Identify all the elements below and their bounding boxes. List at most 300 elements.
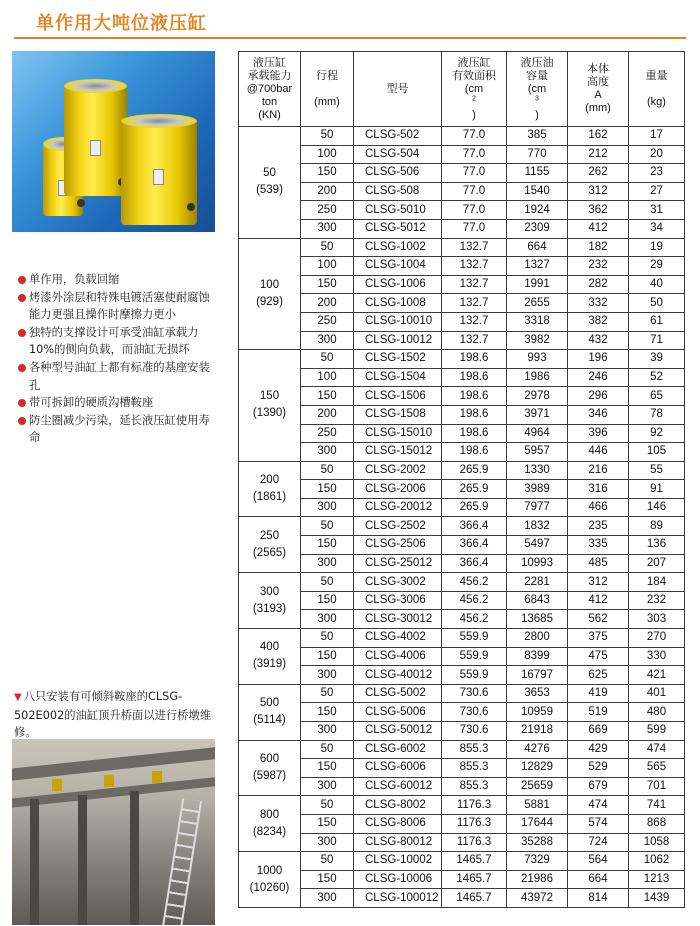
weight-cell: 20 [629,145,685,164]
spec-table-body [239,127,685,908]
stroke-cell: 250 [301,424,354,443]
stroke-cell: 100 [301,257,354,276]
model-cell: CLSG-10006 [354,870,442,889]
capacity-cell [239,629,301,685]
weight-cell: 65 [629,387,685,406]
area-cell: 77.0 [442,145,507,164]
height-cell: 432 [568,331,629,350]
model-cell: CLSG-1008 [354,294,442,313]
table-row [239,145,685,164]
height-cell: 474 [568,796,629,815]
height-cell: 574 [568,814,629,833]
table-row [239,740,685,759]
model-cell: CLSG-5012 [354,219,442,238]
height-cell: 332 [568,294,629,313]
oil-capacity-cell: 1540 [507,182,568,201]
weight-cell: 17 [629,127,685,146]
table-row [239,629,685,648]
feature-item: 带可拆卸的硬质沟槽鞍座 [17,394,217,412]
capacity-ton: 200 [259,474,280,487]
oil-capacity-cell: 13685 [507,610,568,629]
capacity-ton: 400 [259,641,280,654]
area-cell: 366.4 [442,517,507,536]
weight-cell: 50 [629,294,685,313]
model-cell: CLSG-1004 [354,257,442,276]
weight-cell: 1058 [629,833,685,852]
model-cell: CLSG-25012 [354,554,442,573]
height-cell: 312 [568,182,629,201]
stroke-cell: 150 [301,647,354,666]
height-cell: 196 [568,350,629,369]
model-cell: CLSG-5002 [354,684,442,703]
model-cell: CLSG-15012 [354,443,442,462]
oil-capacity-header: 液压油 容量 (cm $^3$ ) [507,52,568,127]
stroke-cell: 300 [301,331,354,350]
capacity-ton: 500 [259,697,280,710]
area-cell: 456.2 [442,573,507,592]
oil-capacity-cell: 5497 [507,536,568,555]
table-row [239,536,685,555]
area-cell: 855.3 [442,759,507,778]
oil-capacity-cell: 385 [507,127,568,146]
weight-cell: 19 [629,238,685,257]
oil-capacity-cell: 25659 [507,777,568,796]
weight-cell: 91 [629,480,685,499]
model-cell: CLSG-8002 [354,796,442,815]
stroke-cell: 150 [301,536,354,555]
area-cell: 265.9 [442,461,507,480]
oil-capacity-cell: 1327 [507,257,568,276]
stroke-header: 行程 (mm) [301,52,354,127]
area-cell: 132.7 [442,294,507,313]
table-row [239,219,685,238]
area-cell: 1176.3 [442,796,507,815]
height-cell: 625 [568,666,629,685]
oil-capacity-cell: 8399 [507,647,568,666]
table-row [239,573,685,592]
height-cell: 232 [568,257,629,276]
area-cell: 132.7 [442,312,507,331]
capacity-cell [239,461,301,517]
stroke-cell: 150 [301,164,354,183]
area-cell: 1465.7 [442,870,507,889]
area-cell: 855.3 [442,740,507,759]
weight-cell: 92 [629,424,685,443]
stroke-cell: 150 [301,275,354,294]
area-cell: 198.6 [442,443,507,462]
area-cell: 77.0 [442,127,507,146]
table-row [239,591,685,610]
stroke-cell: 50 [301,517,354,536]
stroke-cell: 300 [301,889,354,908]
capacity-ton: 300 [259,585,280,598]
capacity-cell [239,796,301,852]
model-cell: CLSG-506 [354,164,442,183]
stroke-cell: 300 [301,777,354,796]
height-cell: 529 [568,759,629,778]
area-cell: 77.0 [442,182,507,201]
height-cell: 182 [568,238,629,257]
oil-capacity-cell: 1986 [507,368,568,387]
table-row [239,294,685,313]
weight-cell: 23 [629,164,685,183]
height-cell: 724 [568,833,629,852]
height-cell: 296 [568,387,629,406]
weight-cell: 39 [629,350,685,369]
oil-capacity-cell: 7329 [507,852,568,871]
area-cell: 559.9 [442,647,507,666]
model-header: 型号 [354,52,442,127]
height-cell: 446 [568,443,629,462]
weight-cell: 207 [629,554,685,573]
area-cell: 198.6 [442,424,507,443]
table-row [239,312,685,331]
oil-capacity-cell: 4276 [507,740,568,759]
table-row [239,833,685,852]
area-cell: 456.2 [442,591,507,610]
capacity-kn: (539) [256,184,283,197]
weight-cell: 78 [629,405,685,424]
weight-cell: 401 [629,684,685,703]
weight-header: 重量 (kg) [629,52,685,127]
weight-cell: 474 [629,740,685,759]
height-cell: 316 [568,480,629,499]
stroke-cell: 200 [301,405,354,424]
area-cell: 1465.7 [442,852,507,871]
stroke-cell: 150 [301,387,354,406]
area-cell: 77.0 [442,164,507,183]
stroke-cell: 200 [301,294,354,313]
model-cell: CLSG-10012 [354,331,442,350]
area-cell: 456.2 [442,610,507,629]
stroke-cell: 100 [301,368,354,387]
height-cell: 814 [568,889,629,908]
area-cell: 77.0 [442,219,507,238]
stroke-cell: 50 [301,796,354,815]
capacity-cell [239,517,301,573]
oil-capacity-cell: 5881 [507,796,568,815]
feature-list [17,271,217,447]
oil-capacity-cell: 1832 [507,517,568,536]
height-cell: 396 [568,424,629,443]
model-cell: CLSG-100012 [354,889,442,908]
weight-cell: 421 [629,666,685,685]
weight-cell: 1213 [629,870,685,889]
oil-capacity-cell: 2281 [507,573,568,592]
capacity-cell [239,573,301,629]
height-cell: 466 [568,498,629,517]
area-cell: 132.7 [442,331,507,350]
table-row [239,759,685,778]
area-cell: 559.9 [442,666,507,685]
oil-capacity-cell: 1924 [507,201,568,220]
model-cell: CLSG-504 [354,145,442,164]
height-cell: 485 [568,554,629,573]
oil-capacity-cell: 2309 [507,219,568,238]
model-cell: CLSG-80012 [354,833,442,852]
area-cell: 198.6 [442,350,507,369]
weight-cell: 303 [629,610,685,629]
area-cell: 730.6 [442,684,507,703]
area-cell: 1465.7 [442,889,507,908]
oil-capacity-cell: 1991 [507,275,568,294]
table-row [239,127,685,146]
table-row [239,554,685,573]
capacity-ton: 250 [259,529,280,542]
model-cell: CLSG-1506 [354,387,442,406]
table-row [239,517,685,536]
table-row [239,870,685,889]
oil-capacity-cell: 770 [507,145,568,164]
model-cell: CLSG-4002 [354,629,442,648]
area-cell: 730.6 [442,722,507,741]
capacity-kn: (2565) [252,546,287,559]
weight-cell: 270 [629,629,685,648]
oil-capacity-cell: 21918 [507,722,568,741]
model-cell: CLSG-60012 [354,777,442,796]
oil-capacity-cell: 664 [507,238,568,257]
model-cell: CLSG-40012 [354,666,442,685]
area-cell: 132.7 [442,238,507,257]
model-cell: CLSG-5006 [354,703,442,722]
oil-capacity-cell: 3989 [507,480,568,499]
table-row [239,164,685,183]
capacity-cell [239,740,301,796]
stroke-cell: 300 [301,219,354,238]
area-cell: 77.0 [442,201,507,220]
stroke-cell: 150 [301,703,354,722]
table-row [239,666,685,685]
stroke-cell: 50 [301,684,354,703]
height-cell: 669 [568,722,629,741]
weight-cell: 232 [629,591,685,610]
weight-cell: 55 [629,461,685,480]
model-cell: CLSG-2002 [354,461,442,480]
weight-cell: 52 [629,368,685,387]
oil-capacity-cell: 1155 [507,164,568,183]
height-cell: 212 [568,145,629,164]
oil-capacity-cell: 10959 [507,703,568,722]
stroke-cell: 50 [301,350,354,369]
model-cell: CLSG-30012 [354,610,442,629]
height-cell: 312 [568,573,629,592]
capacity-header: 液压缸 承载能力 @700bar ton (KN) [239,52,301,127]
weight-cell: 184 [629,573,685,592]
weight-cell: 1439 [629,889,685,908]
model-cell: CLSG-2006 [354,480,442,499]
height-cell: 419 [568,684,629,703]
oil-capacity-cell: 43972 [507,889,568,908]
stroke-cell: 300 [301,833,354,852]
table-row [239,257,685,276]
capacity-ton: 100 [259,278,280,291]
model-cell: CLSG-6006 [354,759,442,778]
capacity-kn: (3193) [252,602,287,615]
capacity-kn: (1861) [252,491,287,504]
height-cell: 235 [568,517,629,536]
area-cell: 1176.3 [442,833,507,852]
oil-capacity-cell: 2655 [507,294,568,313]
model-cell: CLSG-2506 [354,536,442,555]
table-row [239,703,685,722]
height-cell: 346 [568,405,629,424]
model-cell: CLSG-50012 [354,722,442,741]
capacity-cell [239,127,301,239]
stroke-cell: 50 [301,461,354,480]
height-cell: 412 [568,219,629,238]
feature-item: 各种型号油缸上都有标准的基座安装孔 [17,359,217,394]
model-cell: CLSG-1002 [354,238,442,257]
stroke-cell: 150 [301,814,354,833]
height-cell: 246 [568,368,629,387]
table-row [239,443,685,462]
page-title: 单作用大吨位液压缸 [36,13,207,34]
weight-cell: 61 [629,312,685,331]
stroke-cell: 50 [301,573,354,592]
weight-cell: 31 [629,201,685,220]
table-row [239,684,685,703]
weight-cell: 599 [629,722,685,741]
capacity-kn: (10260) [249,881,290,894]
bridge-repair-photo [12,739,215,925]
table-row [239,275,685,294]
oil-capacity-cell: 2978 [507,387,568,406]
height-cell: 564 [568,852,629,871]
spec-table [238,51,685,908]
height-cell: 664 [568,870,629,889]
feature-item: 防尘圈减少污染，延长液压缸使用寿命 [17,412,217,447]
height-cell: 262 [568,164,629,183]
oil-capacity-cell: 5957 [507,443,568,462]
weight-cell: 136 [629,536,685,555]
capacity-kn: (1390) [252,407,287,420]
height-cell: 679 [568,777,629,796]
photo-caption [14,688,224,742]
oil-capacity-cell: 2800 [507,629,568,648]
large-cylinder-image [121,121,197,225]
stroke-cell: 300 [301,554,354,573]
feature-item: 烤漆外涂层和特殊电镀活塞使耐腐蚀能力更强且操作时摩擦力更小 [17,289,217,324]
feature-item: 独特的支撑设计可承受油缸承载力10%的侧向负载，而油缸无损坏 [17,324,217,359]
capacity-cell [239,852,301,908]
area-cell: 265.9 [442,480,507,499]
table-row [239,722,685,741]
model-cell: CLSG-15010 [354,424,442,443]
table-header-row [239,52,685,127]
oil-capacity-cell: 35288 [507,833,568,852]
oil-capacity-cell: 21986 [507,870,568,889]
stroke-cell: 200 [301,182,354,201]
capacity-ton: 1000 [256,864,283,877]
caption-text: 八只安装有可倾斜鞍座的CLSG-502E002的油缸顶升桥面以进行桥墩维修。 [14,690,212,739]
stroke-cell: 300 [301,498,354,517]
height-cell: 162 [568,127,629,146]
table-row [239,424,685,443]
area-cell: 198.6 [442,405,507,424]
model-cell: CLSG-1006 [354,275,442,294]
height-cell: 475 [568,647,629,666]
table-row [239,350,685,369]
model-cell: CLSG-5010 [354,201,442,220]
weight-cell: 868 [629,814,685,833]
area-cell: 132.7 [442,257,507,276]
oil-capacity-cell: 12829 [507,759,568,778]
weight-cell: 71 [629,331,685,350]
capacity-ton: 800 [259,808,280,821]
title-rule [14,37,686,39]
capacity-cell [239,238,301,350]
model-cell: CLSG-3002 [354,573,442,592]
height-cell: 519 [568,703,629,722]
table-row [239,889,685,908]
stroke-cell: 150 [301,759,354,778]
height-cell: 335 [568,536,629,555]
oil-capacity-cell: 16797 [507,666,568,685]
capacity-ton: 150 [259,390,280,403]
table-row [239,777,685,796]
oil-capacity-cell: 7977 [507,498,568,517]
weight-cell: 741 [629,796,685,815]
area-cell: 559.9 [442,629,507,648]
capacity-cell [239,684,301,740]
table-row [239,387,685,406]
weight-cell: 701 [629,777,685,796]
area-cell: 198.6 [442,368,507,387]
weight-cell: 89 [629,517,685,536]
model-cell: CLSG-502 [354,127,442,146]
model-cell: CLSG-3006 [354,591,442,610]
triangle-icon: ▼ [14,692,22,703]
table-row [239,480,685,499]
capacity-kn: (3919) [252,658,287,671]
weight-cell: 565 [629,759,685,778]
table-row [239,368,685,387]
stroke-cell: 50 [301,127,354,146]
capacity-cell [239,350,301,462]
height-cell: 429 [568,740,629,759]
oil-capacity-cell: 10993 [507,554,568,573]
stroke-cell: 300 [301,443,354,462]
stroke-cell: 150 [301,870,354,889]
model-cell: CLSG-1502 [354,350,442,369]
height-cell: 382 [568,312,629,331]
capacity-ton: 600 [259,752,280,765]
model-cell: CLSG-1508 [354,405,442,424]
area-cell: 198.6 [442,387,507,406]
model-cell: CLSG-20012 [354,498,442,517]
table-row [239,461,685,480]
stroke-cell: 150 [301,480,354,499]
stroke-cell: 250 [301,201,354,220]
area-cell: 132.7 [442,275,507,294]
medium-cylinder-image [64,86,127,196]
table-row [239,647,685,666]
weight-cell: 480 [629,703,685,722]
stroke-cell: 250 [301,312,354,331]
area-cell: 265.9 [442,498,507,517]
area-cell: 1176.3 [442,814,507,833]
capacity-kn: (929) [256,295,283,308]
product-photo [12,51,215,232]
weight-cell: 105 [629,443,685,462]
weight-cell: 330 [629,647,685,666]
area-cell: 855.3 [442,777,507,796]
table-row [239,182,685,201]
weight-cell: 40 [629,275,685,294]
table-row [239,201,685,220]
capacity-ton: 50 [263,167,276,180]
height-cell: 562 [568,610,629,629]
